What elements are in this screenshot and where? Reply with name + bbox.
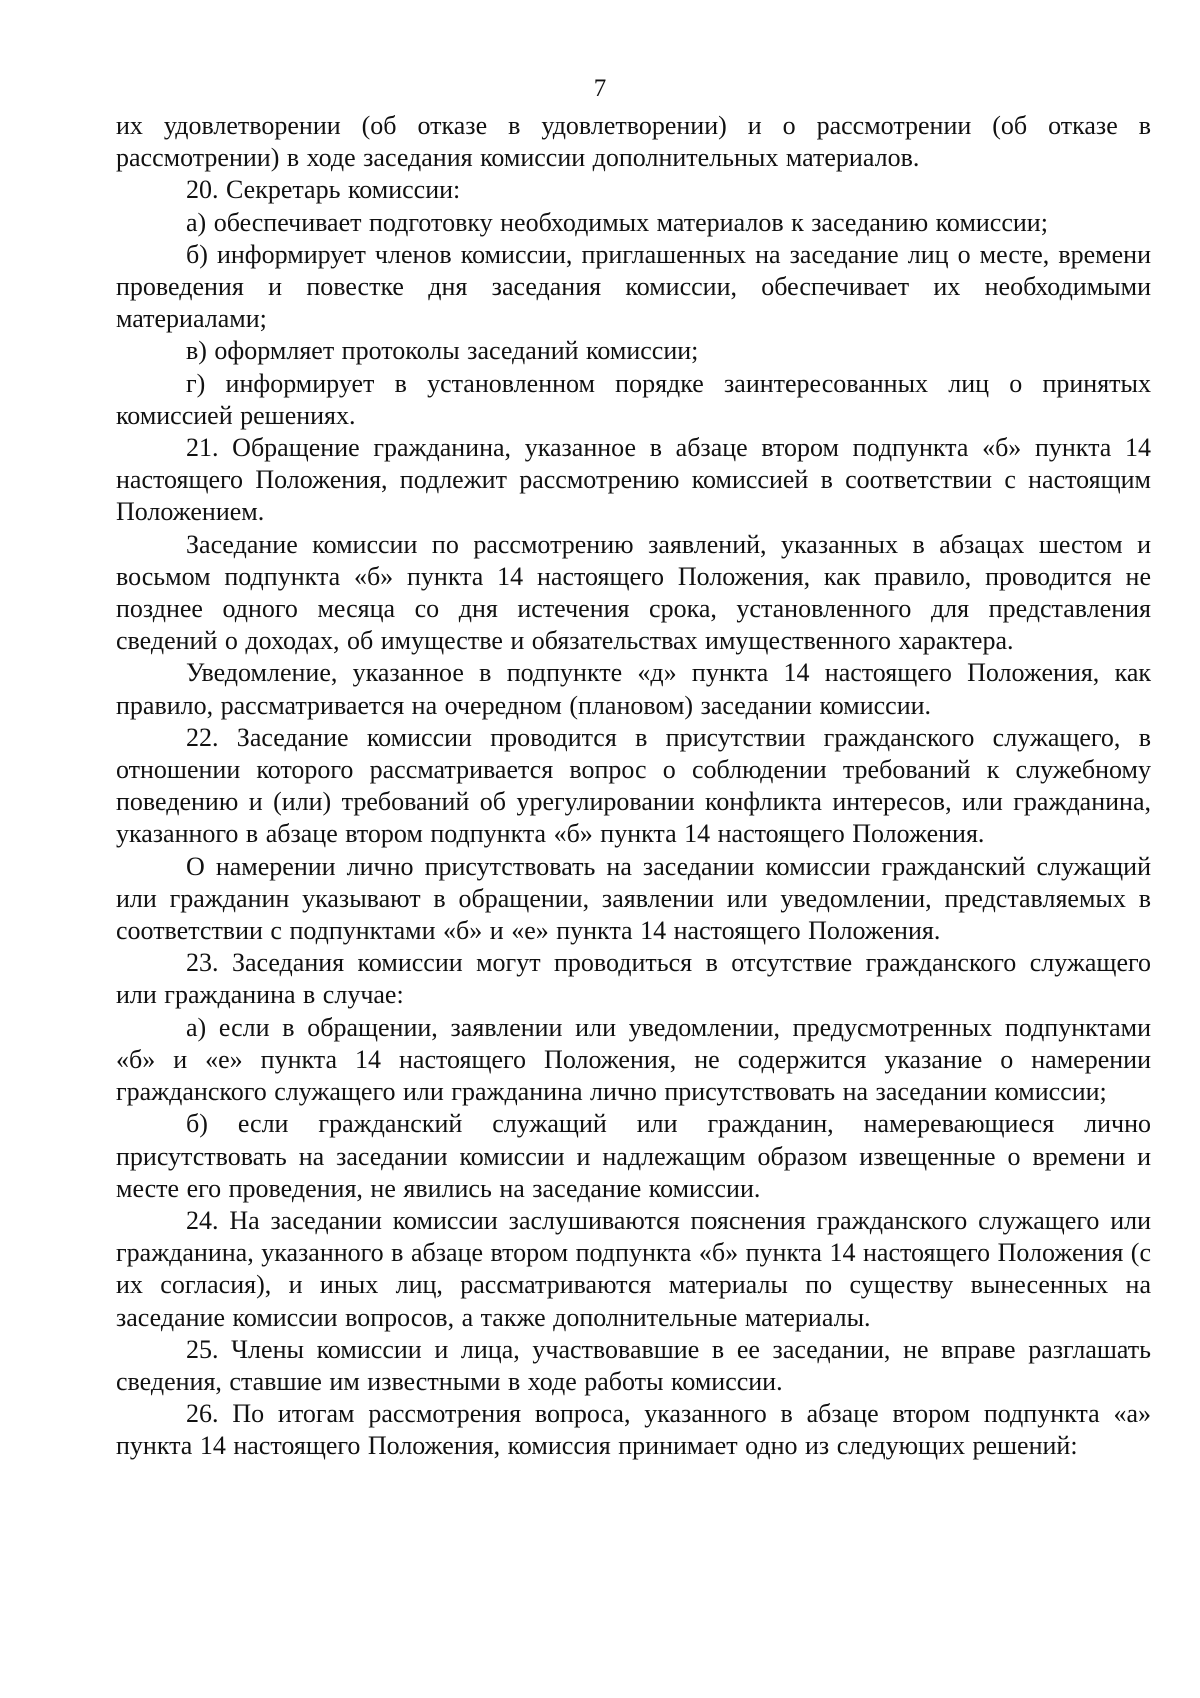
paragraph-item-23-b: б) если гражданский служащий или гражданин, намеревающиеся лично присутствовать на заседании комиссии и надлежащим образом извещенные о времени и месте его проведения, не явились на заседание комиссии. <box>116 1109 1151 1203</box>
paragraph-item-24: 24. На заседании комиссии заслушиваются пояснения гражданского служащего или гражданина, указанного в абзаце втором подпункта «б» пункта 14 настоящего Положения (с их согласия), и иных лиц, рассматриваются материалы по существу вынесенных на заседание комиссии вопросов, а также дополнительные материалы. <box>116 1205 1151 1332</box>
paragraph-item-23-a: а) если в обращении, заявлении или уведомлении, предусмотренных подпунктами «б» и «е» пункта 14 настоящего Положения, не содержится указание о намерении гражданского служащего или гражданина лично присутствовать на заседании комиссии; <box>116 1012 1151 1107</box>
paragraph-item-23: 23. Заседания комиссии могут проводиться в отсутствие гражданского служащего или гражданина в случае: <box>116 948 1151 1010</box>
paragraph-item-20-g: г) информирует в установленном порядке заинтересованных лиц о принятых комиссией решениях. <box>116 368 1151 430</box>
paragraph-item-21-notice: Уведомление, указанное в подпункте «д» пункта 14 настоящего Положения, как правило, рассматривается на очередном (плановом) заседании комиссии. <box>116 658 1151 720</box>
document-body <box>116 110 1151 1463</box>
paragraph-item-26: 26. По итогам рассмотрения вопроса, указанного в абзаце втором подпункта «а» пункта 14 настоящего Положения, комиссия принимает одно из следующих решений: <box>116 1399 1151 1461</box>
paragraph-item-21: 21. Обращение гражданина, указанное в абзаце втором подпункта «б» пункта 14 настоящего Положения, подлежит рассмотрению комиссией в соответствии с настоящим Положением. <box>116 433 1151 527</box>
page-number: 7 <box>593 75 607 102</box>
paragraph-item-20-a: а) обеспечивает подготовку необходимых материалов к заседанию комиссии; <box>186 207 1048 237</box>
paragraph-item-20-b: б) информирует членов комиссии, приглашенных на заседание лиц о месте, времени проведения и повестке дня заседания комиссии, обеспечивает их необходимыми материалами; <box>116 239 1151 334</box>
paragraph-item-22: 22. Заседание комиссии проводится в присутствии гражданского служащего, в отношении которого рассматривается вопрос о соблюдении требований к служебному поведению и (или) требований об урегулировании конфликта интересов, или гражданина, указанного в абзаце втором подпункта «б» пункта 14 настоящего Положения. <box>116 722 1151 849</box>
paragraph-continuation: их удовлетворении (об отказе в удовлетворении) и о рассмотрении (об отказе в рассмотрении) в ходе заседания комиссии дополнительных материалов. <box>116 111 1151 173</box>
paragraph-item-20: 20. Секретарь комиссии: <box>186 175 461 205</box>
paragraph-item-20-v: в) оформляет протоколы заседаний комиссии; <box>186 336 699 366</box>
paragraph-item-22-intent: О намерении лично присутствовать на заседании комиссии гражданский служащий или гражданин указывают в обращении, заявлении или уведомлении, представляемых в соответствии с подпунктами «б» и «е» пункта 14 настоящего Положения. <box>116 851 1151 946</box>
paragraph-item-25: 25. Члены комиссии и лица, участвовавшие в ее заседании, не вправе разглашать сведения, ставшие им известными в ходе работы комиссии. <box>116 1334 1151 1396</box>
paragraph-item-21-meeting: Заседание комиссии по рассмотрению заявлений, указанных в абзацах шестом и восьмом подпункта «б» пункта 14 настоящего Положения, как правило, проводится не позднее одного месяца со дня истечения срока, установленного для представления сведений о доходах, об имуществе и обязательствах имущественного характера. <box>116 529 1151 656</box>
